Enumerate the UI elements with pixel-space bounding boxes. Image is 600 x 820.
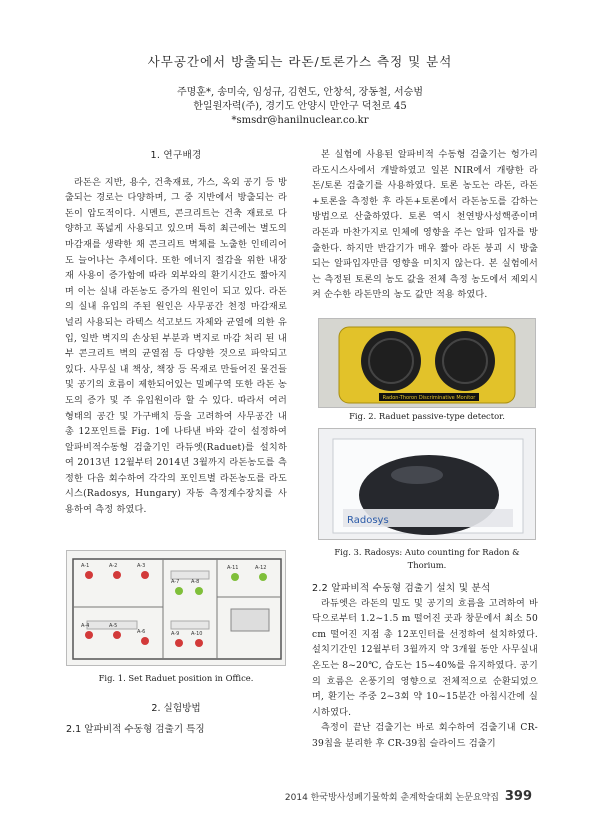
section-1-heading: 1. 연구배경 bbox=[150, 150, 202, 161]
measurement-point-label: A-10 bbox=[191, 631, 203, 637]
measurement-point bbox=[195, 639, 203, 647]
measurement-point bbox=[195, 587, 203, 595]
right-paragraph-1: 본 실험에 사용된 알파비적 수동형 검출기는 헝가리 라도시스사에서 개발하였고 일본 NIR에서 개량한 라돈/토론 검출기를 사용하였다. 토론 농도는 라돈, 라돈+토론을 측정한 후 라돈+토론에서 라돈농도를 감하는 방법으로 산출하였다. 토론 역시 천연방사성핵종이며 라돈과 마찬가지로 인체에 영향을 주는 알파 입자를 방출한다. 하지만 반감기가 매우 짧아 라돈 붕괴 시 방출되는 알파입자만큼 영향을 미치지 않는다. 본 실험에서는 측정된 토론의 농도 값을 전체 측정 농도에서 제외시켜 순수한 라돈만의 농도 값만 적용 하였다. bbox=[312, 150, 538, 301]
measurement-point bbox=[175, 639, 183, 647]
raduet-label: Radon-Thoron Discriminative Monitor bbox=[382, 395, 476, 401]
radosys-device-svg bbox=[319, 429, 536, 540]
author-block bbox=[0, 86, 600, 128]
fig3-photo bbox=[318, 428, 536, 540]
page-number: 399 bbox=[504, 789, 532, 804]
section-2-2-heading: 2.2 알파비적 수동형 검출기 설치 및 분석 bbox=[312, 583, 491, 594]
page-footer bbox=[285, 789, 532, 804]
fig1-caption: Fig. 1. Set Raduet position in Office. bbox=[98, 673, 254, 683]
measurement-point-label: A-3 bbox=[137, 563, 146, 569]
measurement-point-label: A-8 bbox=[191, 579, 200, 585]
fig3-caption: Fig. 3. Radosys: Auto counting for Radon & Thorium. bbox=[334, 547, 520, 570]
paper-title: 사무공간에서 방출되는 라돈/토론가스 측정 및 분석 bbox=[147, 54, 453, 69]
measurement-point-label: A-2 bbox=[109, 563, 118, 569]
right-paragraph-2: 라듀엣은 라돈의 밀도 및 공기의 흐름을 고려하여 바닥으로부터 1.2~1.5 m 떨어진 곳과 창문에서 최소 50 cm 떨어진 지점 총 12포인터를 선정하여 설치하였다. 설치기간인 12월부터 3월까지 약 3개월 동안 사무실내 온도는 8~20℃, 습도는 15~40%를 유지하였다. 공기의 흐름은 온풍기의 영향으로 전체적으로 순환되었으며, 환기는 주중 2~3회 약 10~15분간 아침시간에 실시하였다. bbox=[312, 598, 538, 718]
fig2-photo bbox=[318, 318, 536, 408]
measurement-point bbox=[113, 571, 121, 579]
radosys-logo: Radosys bbox=[347, 515, 389, 526]
conference-name: 2014 한국방사성폐기물학회 춘계학술대회 논문요약집 bbox=[284, 793, 499, 803]
section-2-2 bbox=[312, 581, 538, 753]
measurement-point-label: A-5 bbox=[109, 623, 118, 629]
measurement-point bbox=[141, 571, 149, 579]
author-names: 주명훈*, 송미숙, 임성규, 김현도, 안창석, 장동철, 서승범 bbox=[176, 87, 423, 98]
section-1-paragraph: 라돈은 지반, 용수, 건축재료, 가스, 옥외 공기 등 방출되는 경로는 다양하며, 그 중 지반에서 방출되는 라돈이 압도적이다. 시멘트, 콘크리트는 건축 재료로 다양하고 폭넓게 사용되고 있으며 특히 최근에는 별도의 마감재를 생략한 채 콘크리트 벽체를 노출한 인테리어도 늘어나는 추세이다. 또한 에너지 절감을 위한 내장재 사용이 증가함에 따라 외부와의 환기시간도 짧아지며 이는 실내 라돈농도 증가의 원인이 되고 있다. 라돈의 실내 유입의 주된 원인은 사무공간 천정 마감재로 널리 사용되는 라텍스 석고보드 자체와 균열에 의한 유입, 일반 벽지의 손상된 부분과 벽지로 마감 처리 된 내부 콘크리트 벽의 균열점 등 다양한 것으로 파악되고 있다. 사무실 내 책상, 책장 등 목재로 만들어진 물건들 및 공기의 흐름이 제한되어있는 밀폐구역 또한 라돈 농도의 증가 및 주 유입원이라 할 수 있다. 따라서 여러 형태의 공간 및 가구배치 등을 고려하여 사무공간 내 총 12포인트를 Fig. 1에 나타낸 바와 같이 설정하여 알파비적수동형 검출기인 라듀엣(Raduet)를 설치하여 2013년 12월부터 2014년 3월까지 라돈농도를 측정한 다음 회수하여 각각의 포인트별 라돈농도를 라도시스(Radosys, Hungary) 자동 측정계수장치를 사용하여 측정 하였다. bbox=[65, 177, 287, 516]
measurement-point bbox=[175, 587, 183, 595]
right-column bbox=[312, 148, 538, 304]
measurement-point-label: A-7 bbox=[171, 579, 180, 585]
email: *smsdr@hanilnuclear.co.kr bbox=[231, 115, 369, 126]
raduet-detector-svg bbox=[319, 319, 536, 408]
affiliation: 한일원자력(주), 경기도 안양시 만안구 덕천로 45 bbox=[193, 101, 407, 112]
measurement-point-label: A-9 bbox=[171, 631, 180, 637]
measurement-point-label: A-11 bbox=[227, 565, 239, 571]
section-2-heading: 2. 실험방법 bbox=[151, 703, 201, 714]
left-column bbox=[65, 148, 287, 519]
measurement-point bbox=[85, 631, 93, 639]
fig1-floor-plan bbox=[66, 550, 286, 666]
measurement-point bbox=[259, 573, 267, 581]
measurement-point-label: A-6 bbox=[137, 629, 146, 635]
measurement-point bbox=[231, 573, 239, 581]
section-2-1-heading: 2.1 알파비적 수동형 검출기 특징 bbox=[66, 724, 205, 735]
measurement-point bbox=[85, 571, 93, 579]
floor-plan-svg bbox=[67, 551, 286, 666]
measurement-point-label: A-4 bbox=[81, 623, 90, 629]
right-paragraph-3: 측정이 끝난 검출기는 바로 회수하여 검출기내 CR-39칩을 분리한 후 CR-39칩 슬라이드 검출기 bbox=[312, 723, 538, 749]
measurement-point-label: A-12 bbox=[255, 565, 267, 571]
measurement-point-label: A-1 bbox=[81, 563, 90, 569]
fig2-caption: Fig. 2. Raduet passive-type detector. bbox=[349, 411, 505, 421]
measurement-point bbox=[113, 631, 121, 639]
measurement-point bbox=[141, 637, 149, 645]
